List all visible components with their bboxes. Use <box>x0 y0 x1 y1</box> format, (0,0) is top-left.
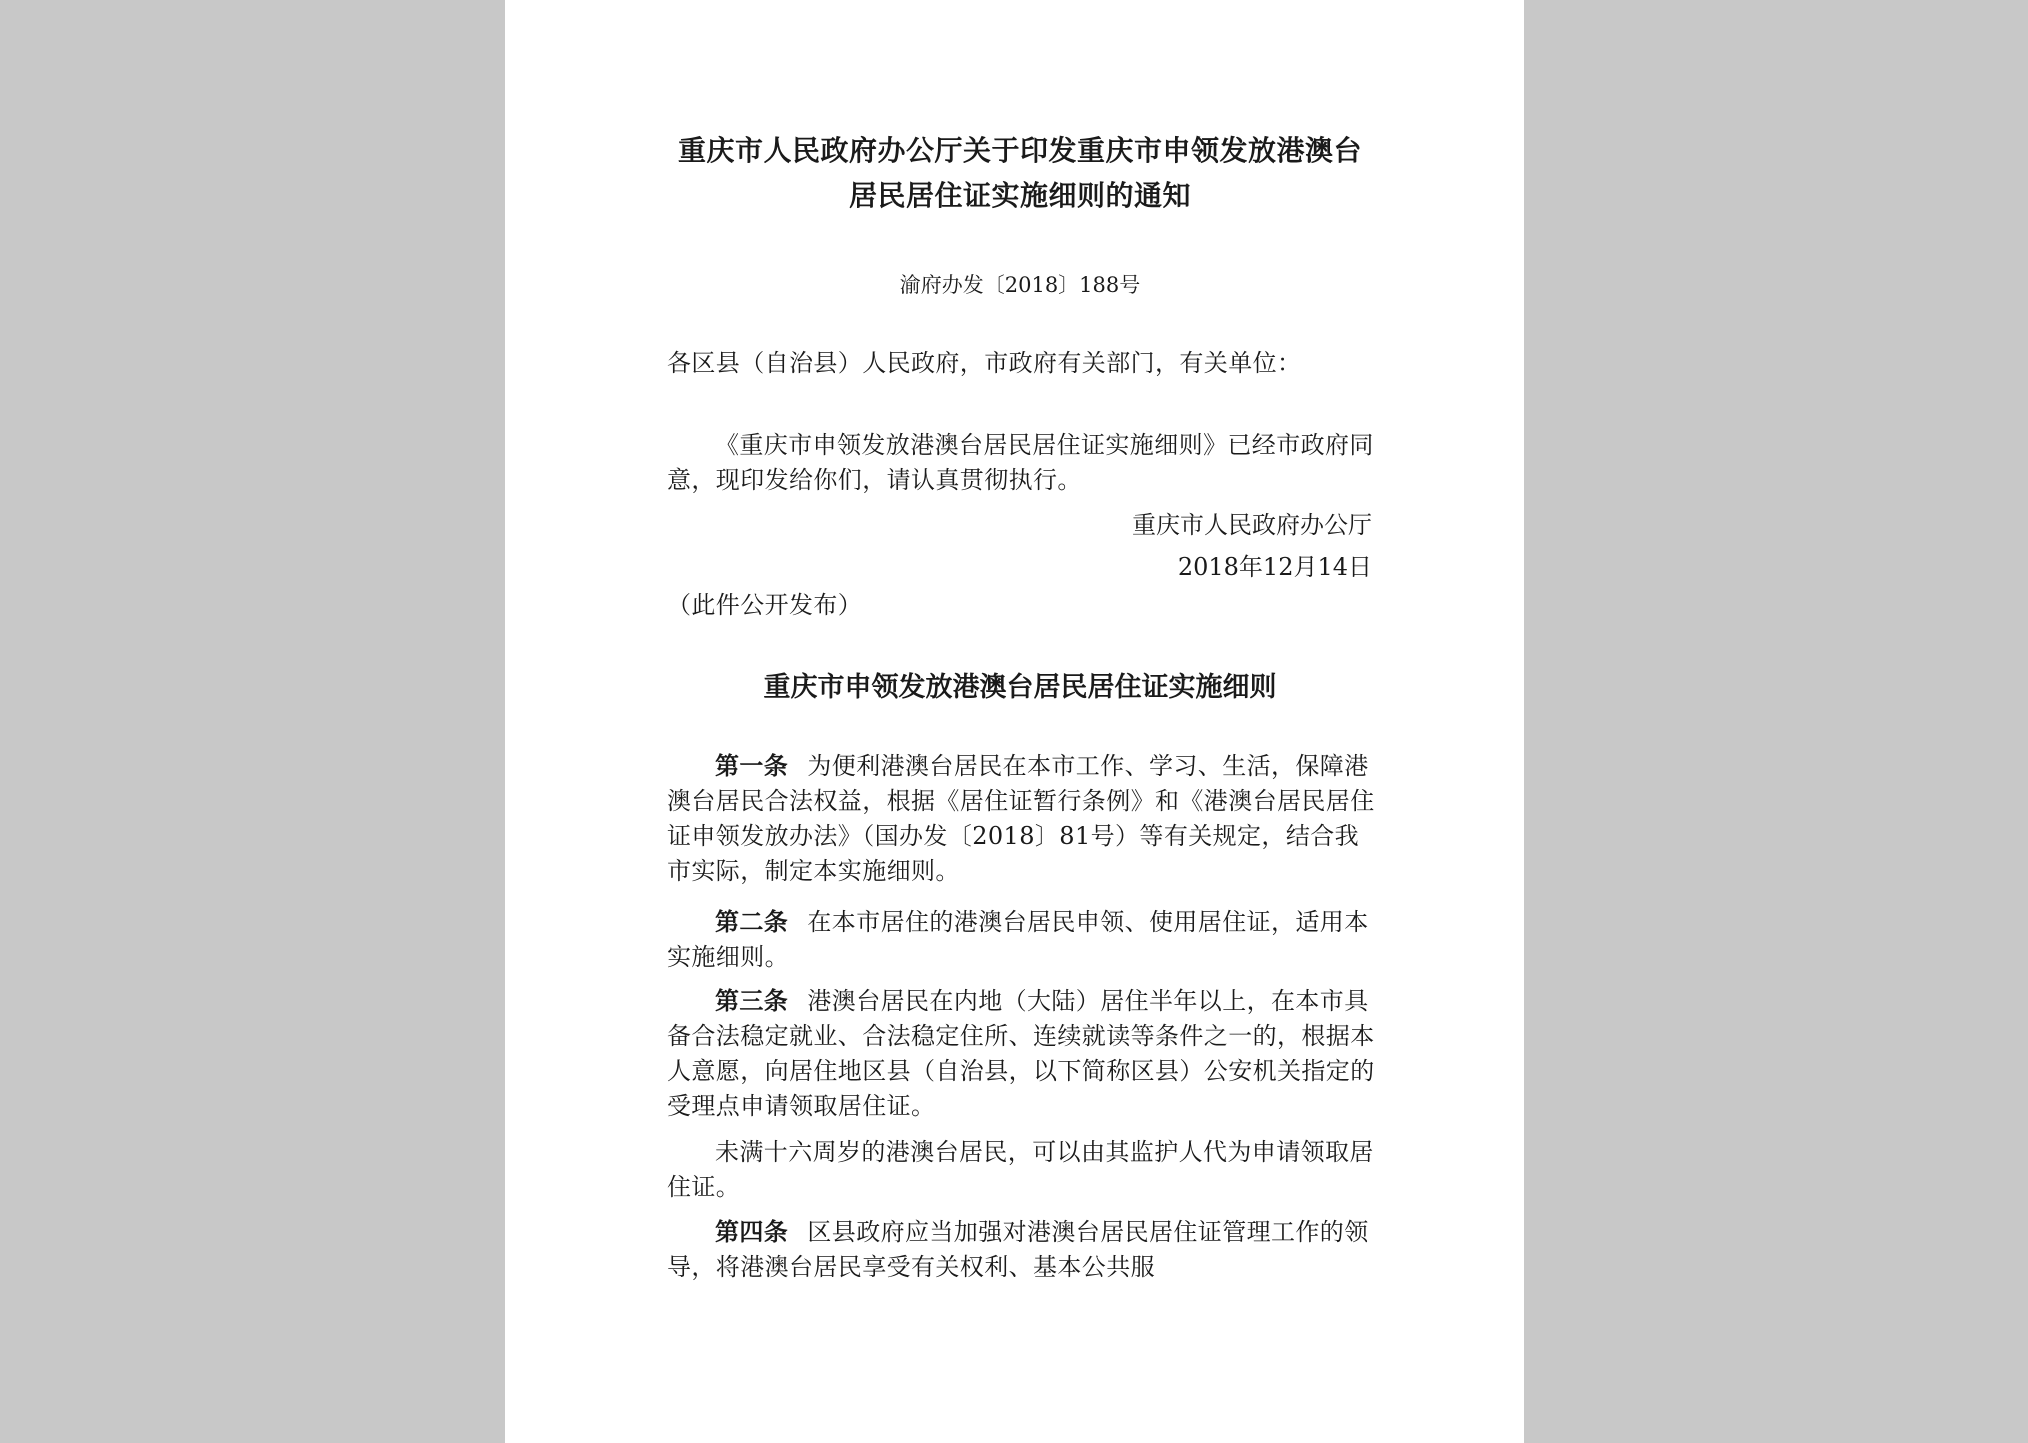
article-text: 在本市居住的港澳台居民申领、使用居住证，适用本实施细则。 <box>667 908 1369 971</box>
article-label: 第一条 <box>715 751 789 780</box>
article-3 <box>667 983 1377 1124</box>
article-label: 第四条 <box>715 1217 789 1246</box>
article-text: 区县政府应当加强对港澳台居民居住证管理工作的领导，将港澳台居民享受有关权利、基本公共服 <box>667 1218 1369 1281</box>
addressee: 各区县（自治县）人民政府，市政府有关部门，有关单位： <box>667 349 1302 377</box>
document-title: 重庆市人民政府办公厅关于印发重庆市申领发放港澳台居民居住证实施细则的通知 <box>677 134 1362 212</box>
article-text: 为便利港澳台居民在本市工作、学习、生活，保障港澳台居民合法权益，根据《居住证暂行条例》和《港澳台居民居住证申领发放办法》（国办发〔2018〕81号）等有关规定，结合我市实际，制定本实施细则。 <box>667 752 1375 885</box>
regulation-title: 重庆市申领发放港澳台居民居住证实施细则 <box>763 672 1277 703</box>
article-3-paragraph-2 <box>667 1135 1377 1205</box>
document-page <box>505 0 1524 1443</box>
article-label: 第二条 <box>715 907 789 936</box>
article-text: 港澳台居民在内地（大陆）居住半年以上，在本市具备合法稳定就业、合法稳定住所、连续就读等条件之一的，根据本人意愿，向居住地区县（自治县，以下简称区县）公安机关指定的受理点申请领取居住证。 <box>667 987 1375 1120</box>
issuer: 重庆市人民政府办公厅 <box>1132 511 1372 539</box>
article-2 <box>667 904 1377 975</box>
article-4 <box>667 1214 1377 1285</box>
article-1 <box>667 748 1377 889</box>
publication-note: （此件公开发布） <box>667 591 863 619</box>
issue-date: 2018年12月14日 <box>1177 553 1372 581</box>
article-text: 未满十六周岁的港澳台居民，可以由其监护人代为申请领取居住证。 <box>667 1138 1374 1201</box>
document-number: 渝府办发〔2018〕188号 <box>899 273 1141 297</box>
notice-body: 《重庆市申领发放港澳台居民居住证实施细则》已经市政府同意，现印发给你们，请认真贯彻执行。 <box>667 431 1374 494</box>
article-label: 第三条 <box>715 986 789 1015</box>
